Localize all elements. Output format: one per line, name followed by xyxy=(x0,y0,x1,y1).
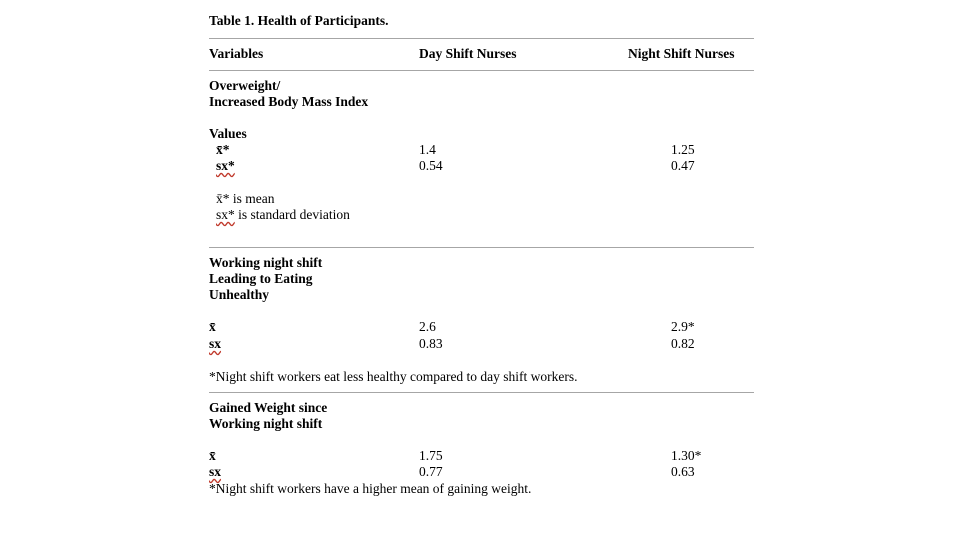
section2-night-sd: 0.82 xyxy=(671,336,695,351)
header-day-shift: Day Shift Nurses xyxy=(419,46,517,61)
section3-night-mean: 1.30* xyxy=(671,448,702,463)
section3-day-mean: 1.75 xyxy=(419,448,443,463)
header-variables: Variables xyxy=(209,46,264,61)
section3-heading-line2: Working night shift xyxy=(209,416,323,431)
section2-day-mean: 2.6 xyxy=(419,319,436,334)
note-sd-text: is standard deviation xyxy=(234,207,350,222)
section2-mean-label: x̄ xyxy=(209,319,216,334)
section1-heading-line1: Overweight/ xyxy=(209,78,281,93)
section3-heading-line1: Gained Weight since xyxy=(209,400,328,415)
header-bottom-rule xyxy=(209,70,754,71)
section3-night-sd: 0.63 xyxy=(671,464,695,479)
section2-sd-label: sx xyxy=(209,336,222,351)
section1-night-mean: 1.25 xyxy=(671,142,695,157)
header-night-shift: Night Shift Nurses xyxy=(628,46,735,61)
section1-mean-label: x̄* xyxy=(216,142,230,157)
section1-values-label: Values xyxy=(209,126,247,141)
table-title: Table 1. Health of Participants. xyxy=(209,13,389,28)
note-sd-symbol: sx* xyxy=(216,207,235,222)
section2-bottom-rule xyxy=(209,392,754,393)
section1-night-sd: 0.47 xyxy=(671,158,695,173)
section2-day-sd: 0.83 xyxy=(419,336,443,351)
section3-footnote: *Night shift workers have a higher mean of gaining weight. xyxy=(209,481,532,496)
section3-sd-label: sx xyxy=(209,464,222,479)
section1-sd-label: sx* xyxy=(216,158,235,173)
note-mean-text: is mean xyxy=(229,191,275,206)
section2-footnote: *Night shift workers eat less healthy compared to day shift workers. xyxy=(209,369,578,384)
section1-day-sd: 0.54 xyxy=(419,158,443,173)
section1-note-sd xyxy=(216,207,350,223)
section2-night-mean: 2.9* xyxy=(671,319,695,334)
section1-bottom-rule xyxy=(209,247,754,248)
note-mean-symbol: x̄* xyxy=(216,191,230,206)
section2-heading-line1: Working night shift xyxy=(209,255,323,270)
section3-day-sd: 0.77 xyxy=(419,464,443,479)
section1-note-mean xyxy=(216,191,275,207)
section2-heading-line2: Leading to Eating xyxy=(209,271,313,286)
section1-heading-line2: Increased Body Mass Index xyxy=(209,94,369,109)
section3-mean-label: x̄ xyxy=(209,448,216,463)
header-top-rule xyxy=(209,38,754,39)
section1-day-mean: 1.4 xyxy=(419,142,436,157)
section2-heading-line3: Unhealthy xyxy=(209,287,270,302)
